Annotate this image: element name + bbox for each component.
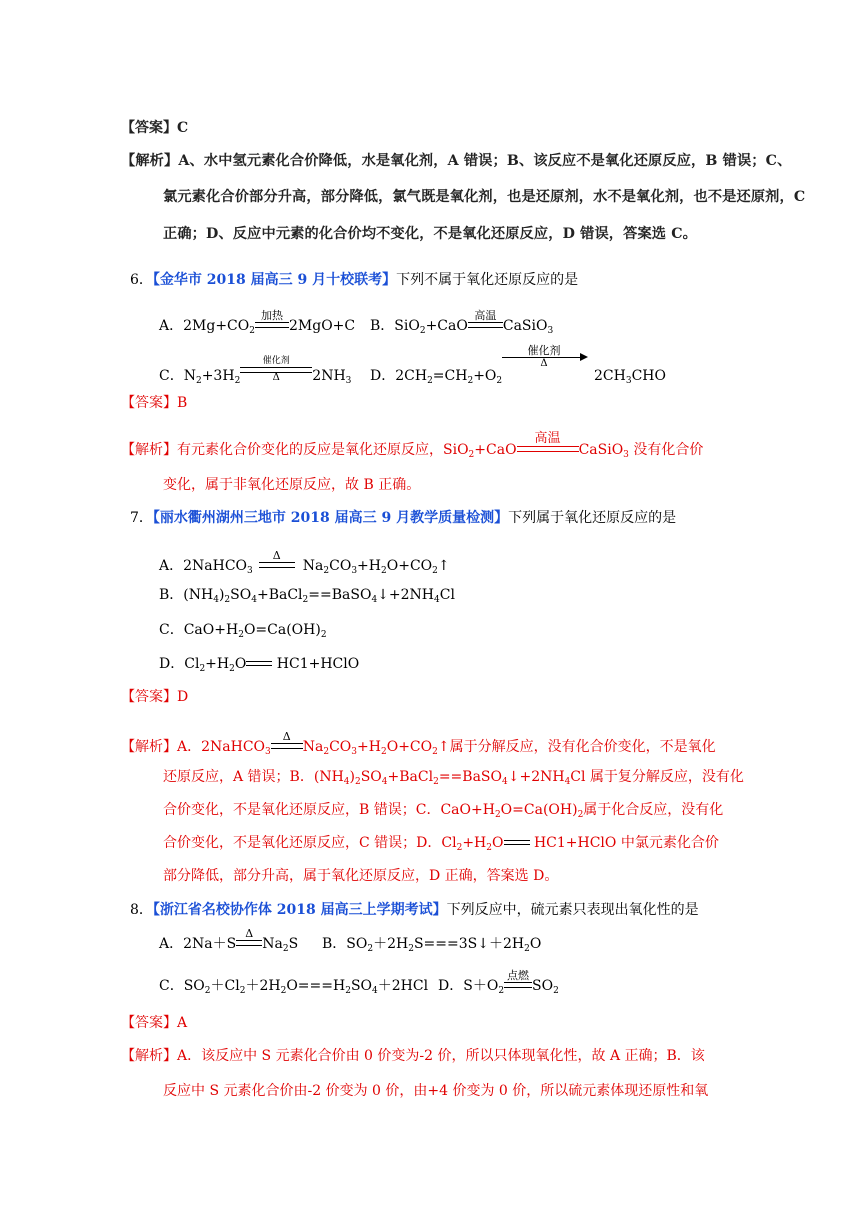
q7-explain-line5: 部分降低，部分升高，属于氧化还原反应，D 正确，答案选 D。 (163, 868, 559, 884)
q8-option-a: A．2Na＋S Δ $Na_2S$ (159, 927, 299, 954)
q8-explain-line2: 反应中 S 元素化合价由-2 价变为 0 价，由+4 价变为 0 价，所以硫元素体现还原性和氧 (163, 1083, 709, 1099)
q7-option-a: A．2NaHCO$_3$ Δ $Na_2CO_3+H_2O+CO_2↑$ (159, 549, 450, 576)
prev-answer: 【答案】C (121, 120, 189, 136)
q7-explain-line4: 合价变化，不是氧化还原反应，C 错误；D．$Cl_2+H_2O$ HC1+HClO 中氯元素化合价 (163, 835, 719, 853)
q7-explain-line1: 【解析】A．2NaHCO$_3$ Δ $Na_2CO_3+H_2O+CO_2↑$属于分解反应，没有化合价变化，不是氧化 (121, 730, 716, 757)
q7-explain-line3: 合价变化，不是氧化还原反应，B 错误；C．$CaO+H_2O=Ca(OH)_2$属于化合反应，没有化 (163, 802, 724, 820)
q6-answer: 【答案】B (121, 395, 188, 411)
q6-explain-line2: 变化，属于非氧化还原反应，故 B 正确。 (163, 477, 421, 493)
q8-option-c: C．$SO_2+Cl_2+2H_2O===H_2SO_4+2HCl$ (159, 978, 429, 996)
q6-option-d: D．$2CH_2=CH_2+O_2$ (370, 368, 503, 386)
q8-option-d: D．$S+O_2$ 点燃 $SO_2$ (438, 969, 559, 996)
q6-option-b: B．SiO$_2$+CaO 高温 CaSiO$_3$ (370, 309, 554, 336)
q8-option-b: B．$SO_2+2H_2S===3S↓+2H_2O$ (322, 936, 542, 954)
q6-option-a: A．$2Mg+CO_2$ 加热 2MgO+C (159, 309, 356, 336)
q6-option-d-product: $2CH_3CHO$ (594, 368, 666, 386)
q6-option-d-arrow: 催化剂 Δ (502, 344, 586, 370)
q7-explain-line2: 还原反应，A 错误；B．$(NH_4)_2SO_4+BaCl_2==BaSO_4↓+2NH_4Cl$ 属于复分解反应，没有化 (163, 769, 744, 787)
q7-stem: 7．【丽水衢州湖州三地市 2018 届高三 9 月教学质量检测】下列属于氧化还原反应的是 (130, 510, 677, 526)
prev-explain-line2: 氯元素化合价部分升高，部分降低，氯气既是氧化剂，也是还原剂，水不是氧化剂，也不是还原剂，C (163, 189, 806, 205)
q6-explain-line1: 【解析】有元素化合价变化的反应是氧化还原反应，SiO$_2$+CaO 高温 CaSiO$_3$ 没有化合价 (121, 431, 704, 460)
prev-explain-line3: 正确；D、反应中元素的化合价均不变化，不是氧化还原反应，D 错误，答案选 C。 (163, 226, 698, 242)
q8-explain-line1: 【解析】A．该反应中 S 元素化合价由 0 价变为-2 价，所以只体现氧化性，故 A 正确；B．该 (121, 1048, 705, 1064)
q8-answer: 【答案】A (121, 1015, 188, 1031)
q7-option-b: B．$(NH_4)_2SO_4+BaCl_2==BaSO_4↓+2NH_4Cl$ (159, 587, 455, 605)
q7-answer: 【答案】D (121, 689, 189, 705)
q6-option-c: C．$N_2+3H_2$ 催化剂 Δ $2NH_3$ (159, 356, 352, 386)
q8-stem: 8．【浙江省名校协作体 2018 届高三上学期考试】下列反应中，硫元素只表现出氧化性的是 (130, 902, 699, 918)
q7-option-c: C．$CaO+H_2O=Ca(OH)_2$ (159, 622, 327, 640)
q6-stem: 6．【金华市 2018 届高三 9 月十校联考】下列不属于氧化还原反应的是 (130, 272, 579, 288)
prev-explain-line1: 【解析】A、水中氢元素化合价降低，水是氧化剂，A 错误；B、该反应不是氧化还原反应，B 错误；C、 (121, 153, 792, 169)
q7-option-d: D．$Cl_2+H_2O$ HC1+HClO (159, 656, 360, 674)
